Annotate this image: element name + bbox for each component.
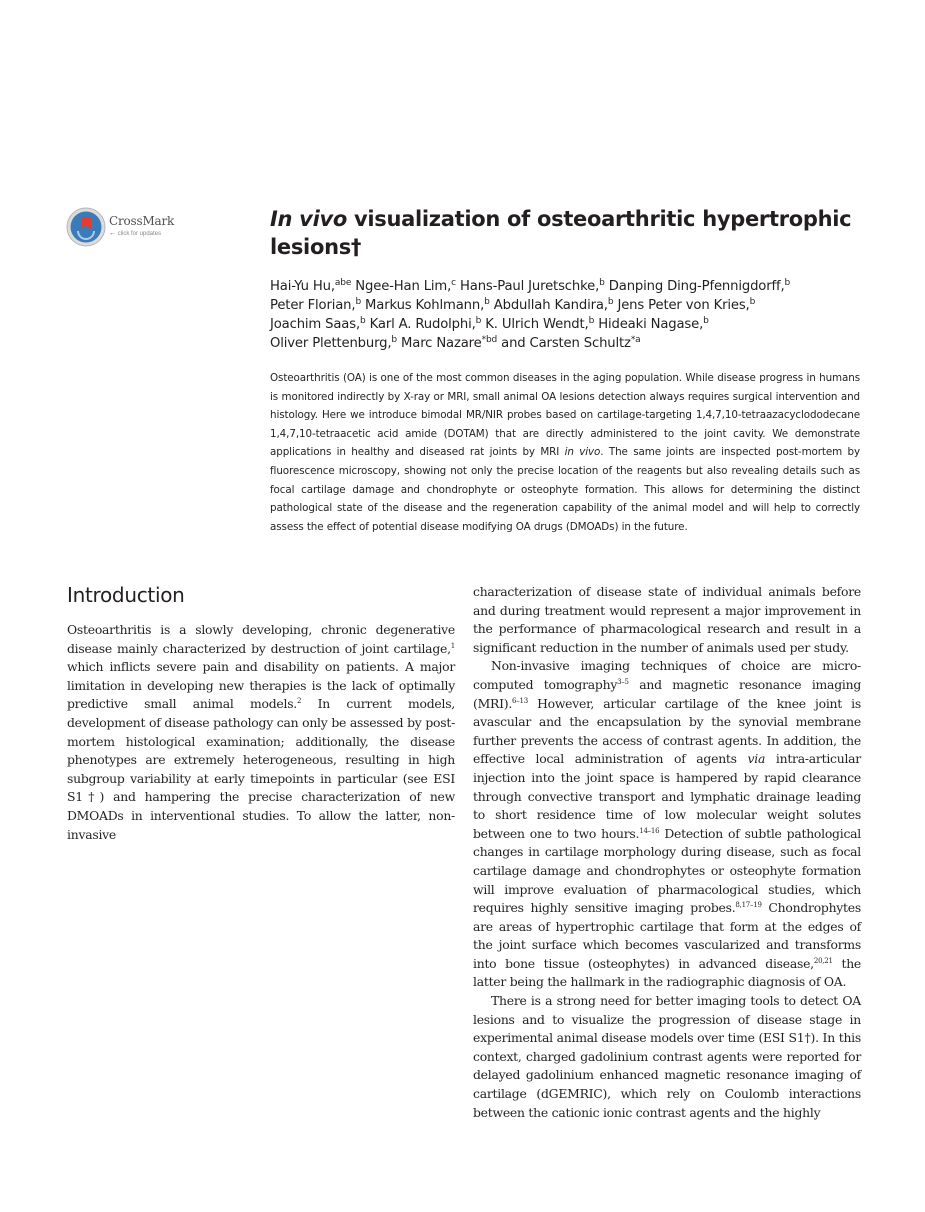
- text-run: and magnetic resonance imaging (MRI).: [473, 676, 862, 711]
- crossmark-sublabel: [109, 230, 161, 237]
- author-name: Hai-Yu Hu,: [270, 279, 335, 294]
- reference: 20,21: [813, 956, 833, 965]
- crossmark-label: CrossMark: [109, 214, 175, 228]
- author-name: Danping Ding-Pfennigdorff,: [604, 279, 785, 294]
- text-run: Chondrophytes are areas of hypertrophic cartilage that form at the edges of the joint surface which becomes vascularized and transforms into bone tissue (osteophytes) in advanced disease,: [473, 900, 861, 971]
- title-rest: visualization of osteoarthritic hypertrophic lesions†: [270, 207, 852, 259]
- author-affiliation: abe: [334, 278, 352, 288]
- author-name: Markus Kohlmann,: [361, 298, 485, 313]
- author-name: Hans-Paul Juretschke,: [455, 279, 600, 294]
- crossmark-badge[interactable]: [66, 207, 186, 249]
- text-run: Osteoarthritis is a slowly developing, chronic degenerative disease mainly characterized by destruction of joint cartilage,: [67, 622, 455, 656]
- author-name: Oliver Plettenburg,: [270, 336, 392, 351]
- text-italic: via: [747, 751, 766, 767]
- author-line-2: [270, 296, 870, 315]
- reference: 2: [297, 697, 302, 706]
- author-list: [270, 277, 870, 353]
- author-affiliation: b: [607, 297, 614, 307]
- reference: 3–5: [617, 677, 629, 686]
- author-line-1: [270, 277, 870, 296]
- author-affiliation: b: [360, 316, 366, 326]
- abstract: [270, 369, 860, 536]
- author-name: Joachim Saas,: [270, 317, 360, 332]
- author-name: Ngee-Han Lim,: [351, 279, 452, 294]
- author-name: and Carsten Schultz: [497, 336, 631, 351]
- crossmark-icon: [66, 207, 106, 247]
- text-run: the latter being the hallmark in the radiographic diagnosis of OA.: [473, 955, 862, 990]
- author-affiliation: b: [484, 297, 490, 307]
- body-column-right: [473, 583, 861, 1122]
- reference: 8,17–19: [735, 901, 762, 910]
- reference: 6–13: [512, 696, 528, 705]
- author-affiliation: b: [355, 297, 362, 307]
- author-affiliation: b: [391, 335, 397, 345]
- author-affiliation: b: [703, 316, 709, 326]
- paragraph: [67, 621, 455, 844]
- abstract-text-a: Osteoarthritis (OA) is one of the most common diseases in the aging population. While disease progress in humans is monitored indirectly by X-ray or MRI, small animal OA lesions detection always requires surgical intervention and histology. Here we introduce bimodal MR/NIR probes based on cartilage-targeting 1,4,7,10-tetraazacyclododecane 1,4,7,10-tetraacetic acid amide (DOTAM) that are directly administered to the joint cavity. We demonstrate applications in healthy and diseased rat joints by MRI: [270, 372, 860, 459]
- author-affiliation: b: [588, 316, 595, 326]
- crossmark-arrow-icon: ←: [109, 230, 116, 237]
- crossmark-sub-text: click for updates: [117, 231, 162, 237]
- title-italic: In vivo: [270, 207, 347, 231]
- reference: 1: [450, 641, 455, 650]
- section-heading-introduction: Introduction: [67, 583, 185, 607]
- author-name: Marc Nazare: [397, 336, 482, 351]
- author-affiliation: *bd: [481, 335, 498, 345]
- paragraph: [473, 657, 861, 992]
- author-name: Jens Peter von Kries,: [613, 298, 750, 313]
- text-run: However, articular cartilage of the knee joint is avascular and the encapsulation by the synovial membrane further prevents the access of contrast agents. In addition, the effective local administration of agents: [473, 695, 861, 767]
- author-name: Abdullah Kandira,: [489, 298, 608, 313]
- text-run: which inflicts severe pain and disability on patients. A major limitation in developing new therapies is the lack of optimally predictive small animal models.: [67, 659, 455, 712]
- abstract-italic: in vivo: [564, 446, 601, 459]
- text-run: Non-invasive imaging techniques of choice are micro-computed tomography: [473, 658, 861, 692]
- author-name: Karl A. Rudolphi,: [365, 317, 476, 332]
- author-name: Peter Florian,: [270, 298, 356, 313]
- text-run: intra-articular injection into the joint space is hampered by rapid clearance through convective transport and lymphatic drainage leading to short residence time of low molecular weight solutes between one to two hours.: [473, 751, 861, 841]
- author-affiliation: b: [784, 278, 791, 288]
- author-affiliation: b: [749, 297, 756, 307]
- body-column-left: [67, 621, 455, 844]
- paragraph: There is a strong need for better imaging tools to detect OA lesions and to visualize the progression of disease stage in experimental animal disease models over time (ESI S1†). In this context, charged gadolinium contrast agents were reported for delayed gadolinium enhanced magnetic resonance imaging of cartilage (dGEMRIC), which rely on Coulomb interactions between the cationic ionic contrast agents and the highly: [473, 993, 861, 1120]
- author-affiliation: b: [475, 316, 482, 326]
- text-run: In current models, development of disease pathology can only be assessed by post-mortem histological examination; additionally, the disease phenotypes are extremely heterogeneous, resulting in high subgroup variability at early timepoints in particular (see ESI S1†) and hampering the precise characterization of new DMOADs in interventional studies. To allow the latter, non-invasive: [67, 696, 455, 842]
- author-line-3: [270, 315, 870, 334]
- author-affiliation: c: [451, 278, 456, 288]
- paragraph: characterization of disease state of individual animals before and during treatment would represent a major improvement in the performance of pharmacological research and result in a significant reduction in the number of animals used per study.: [473, 584, 861, 655]
- author-name: Hideaki Nagase,: [594, 317, 704, 332]
- author-name: K. Ulrich Wendt,: [481, 317, 589, 332]
- abstract-text-b: . The same joints are inspected post-mortem by fluorescence microscopy, showing not only the precise location of the reagents but also revealing details such as focal cartilage damage and chondrophyte or osteophyte formation. This allows for determining the distinct pathological state of the disease and the regeneration capability of the animal model and will help to correctly assess the effect of potential disease modifying OA drugs (DMOADs) in the future.: [270, 446, 861, 533]
- reference: 14–16: [639, 826, 660, 835]
- article-title: [270, 205, 870, 261]
- author-affiliation: *a: [630, 335, 641, 345]
- text-run: Detection of subtle pathological changes in cartilage morphology during disease, such as focal cartilage damage and chondrophytes or osteophyte formation will improve evaluation of pharmacological studies, which requires highly sensitive imaging probes.: [473, 825, 861, 916]
- author-affiliation: b: [599, 278, 605, 288]
- author-line-4: [270, 334, 870, 353]
